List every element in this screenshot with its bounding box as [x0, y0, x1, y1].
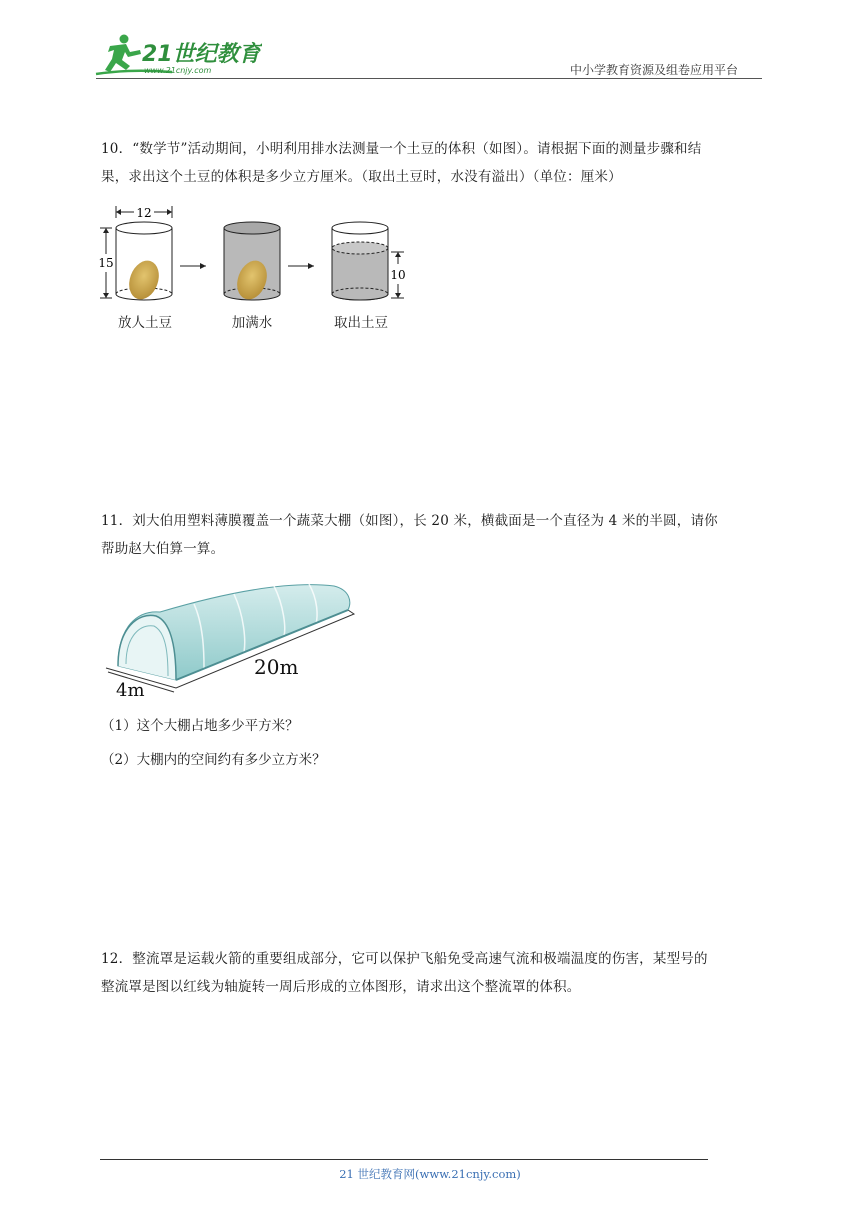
question-11-sub-2: （2）大棚内的空间约有多少立方米？: [101, 752, 326, 768]
arrow-right-icon-1: [180, 263, 206, 269]
question-12-line-2: 整流罩是图以红线为轴旋转一周后形成的立体图形，请求出这个整流罩的体积。: [101, 979, 581, 995]
question-11-line-2: 帮助赵大伯算一算。: [101, 541, 225, 557]
cylinder-after-removal: [332, 222, 388, 300]
cylinder-full-water: [224, 222, 280, 304]
question-10-line-2: 果，求出这个土豆的体积是多少立方厘米。（取出土豆时，水没有溢出）（单位：厘米）: [101, 169, 622, 185]
footer-divider: [100, 1159, 708, 1160]
cylinder-empty: [116, 222, 172, 304]
question-12-text: [101, 945, 766, 1001]
logo-url: www.21cnjy.com: [144, 66, 212, 75]
height-label: 15: [98, 256, 114, 270]
question-11-line-1: 11．刘大伯用塑料薄膜覆盖一个蔬菜大棚（如图），长 20 米，横截面是一个直径为 4 米的半圆，请你: [101, 513, 718, 529]
width-label: 4m: [116, 680, 145, 698]
water-height-label: 10: [390, 268, 406, 282]
diameter-label: 12: [136, 206, 152, 220]
question-11-text: [101, 507, 766, 563]
arrow-right-icon-2: [288, 263, 314, 269]
footer-link[interactable]: 21 世纪教育网(www.21cnjy.com): [339, 1167, 521, 1181]
question-10-text: [101, 135, 766, 191]
question-12-line-1: 12．整流罩是运载火箭的重要组成部分，它可以保护飞船免受高速气流和极端温度的伤害，某型号的: [101, 951, 708, 967]
step-label-3: 取出土豆: [334, 315, 388, 331]
question-10-line-1: 10．“数学节”活动期间，小明利用排水法测量一个土豆的体积（如图）。请根据下面的测量步骤和结: [101, 141, 702, 157]
header-divider: [96, 78, 762, 79]
step-label-1: 放人土豆: [118, 315, 172, 331]
step-label-2: 加满水: [231, 315, 273, 331]
greenhouse-figure: [104, 576, 360, 698]
potato-measurement-figure: [98, 202, 408, 310]
length-label: 20m: [254, 655, 299, 679]
header-tagline: 中小学教育资源及组卷应用平台: [570, 63, 739, 77]
question-11-sub-1: （1）这个大棚占地多少平方米？: [101, 718, 299, 734]
logo-text: 21世纪教育: [142, 42, 261, 67]
site-logo: [92, 30, 262, 78]
